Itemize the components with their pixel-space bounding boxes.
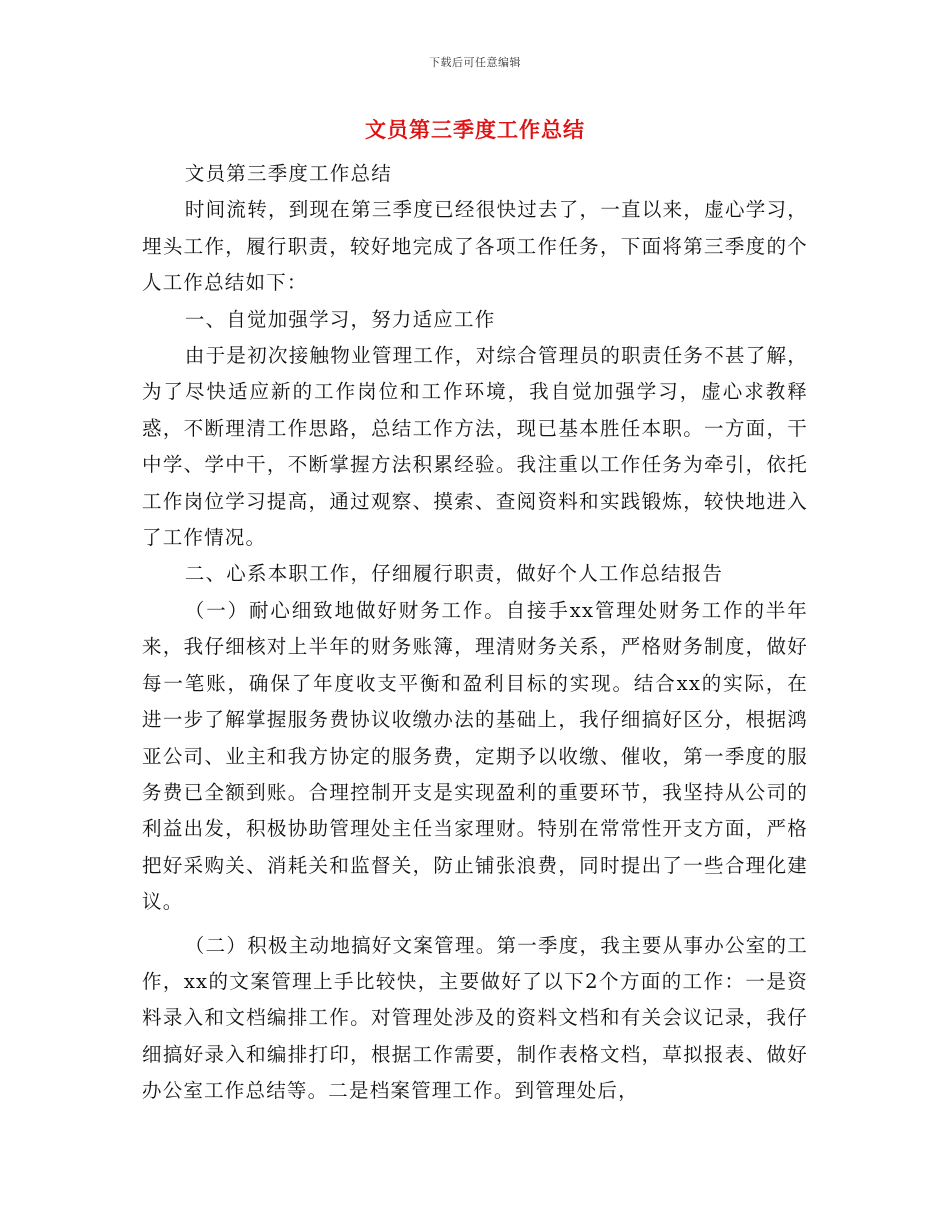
paragraph-subtitle: 文员第三季度工作总结 xyxy=(184,162,392,185)
header-note: 下载后可任意编辑 xyxy=(429,56,521,69)
paragraph-study: 由于是初次接触物业管理工作，对综合管理员的职责任务不甚了解，为了尽快适应新的工作岗位和工作环境，我自觉加强学习，虚心求教释惑，不断理清工作思路，总结工作方法，现已基本胜任本职。一方面，干中学、学中干，不断掌握方法积累经验。我注重以工作任务为牵引，依托工作岗位学习提高，通过观察、摸索、查阅资料和实践锻炼，较快地进入了工作情况。 xyxy=(142,344,808,550)
document-body xyxy=(142,156,808,1110)
paragraph-intro: 时间流转，到现在第三季度已经很快过去了，一直以来，虚心学习，埋头工作，履行职责，较好地完成了各项工作任务，下面将第三季度的个人工作总结如下： xyxy=(142,198,808,295)
section-heading-1: 一、自觉加强学习，努力适应工作 xyxy=(184,307,496,331)
paragraph-documents: （二）积极主动地搞好文案管理。第一季度，我主要从事办公室的工作，xx的文案管理上手比较快，主要做好了以下2个方面的工作：一是资料录入和文档编排工作。对管理处涉及的资料文档和有关会议记录，我仔细搞好录入和编排打印，根据工作需要，制作表格文档，草拟报表、做好办公室工作总结等。二是档案管理工作。到管理处后， xyxy=(142,933,808,1103)
section-heading-2: 二、心系本职工作，仔细履行职责，做好个人工作总结报告 xyxy=(184,562,724,586)
paragraph-finance: （一）耐心细致地做好财务工作。自接手xx管理处财务工作的半年来，我仔细核对上半年的财务账簿，理清财务关系，严格财务制度，做好每一笔账，确保了年度收支平衡和盈利目标的实现。结合xx的实际，在进一步了解掌握服务费协议收缴办法的基础上，我仔细搞好区分，根据鸿亚公司、业主和我方协定的服务费，定期予以收缴、催收，第一季度的服务费已全额到账。合理控制开支是实现盈利的重要环节，我坚持从公司的利益出发，积极协助管理处主任当家理财。特别在常常性开支方面，严格把好采购关、消耗关和监督关，防止铺张浪费，同时提出了一些合理化建议。 xyxy=(142,598,808,914)
document-title: 文员第三季度工作总结 xyxy=(365,117,585,142)
